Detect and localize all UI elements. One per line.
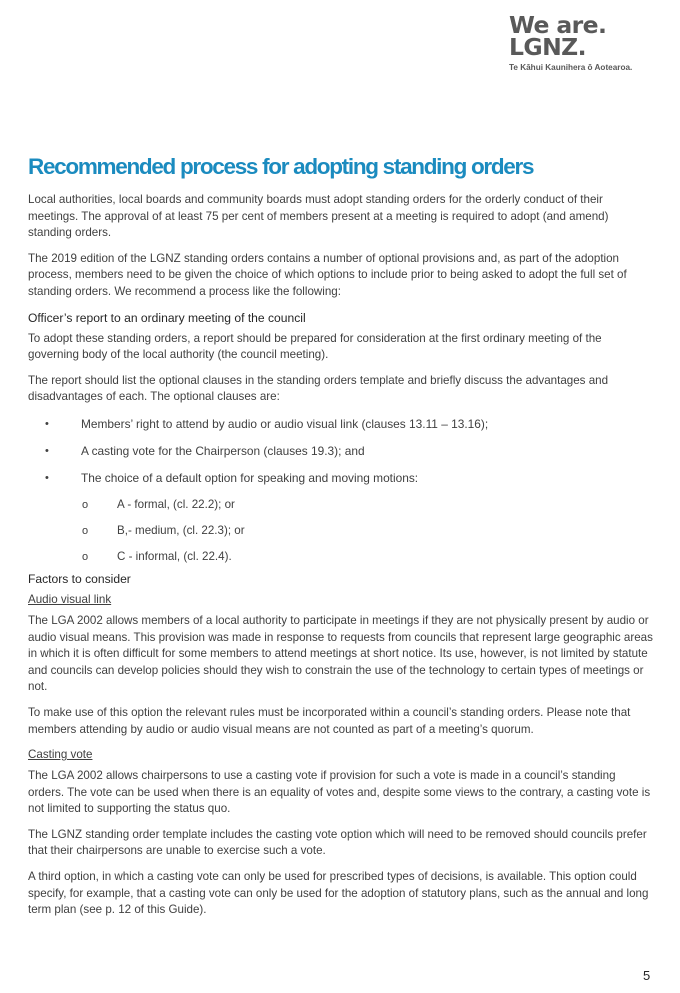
list-item-text: B,- medium, (cl. 22.3); or <box>117 523 245 537</box>
audio-visual-link-heading: Audio visual link <box>28 592 112 606</box>
bullet-marker: • <box>45 471 49 484</box>
list-item <box>28 497 654 513</box>
casting-paragraph-2: The LGNZ standing order template includes the casting vote option which will need to be removed should councils prefer that their chairpersons are unable to exercise such a vote. <box>28 827 647 858</box>
page-title: Recommended process for adopting standing orders <box>28 154 534 179</box>
sub-bullet-marker: o <box>82 524 89 537</box>
page-number: 5 <box>643 968 651 983</box>
optional-clauses-list <box>28 416 654 486</box>
officers-paragraph-1: To adopt these standing orders, a report should be prepared for consideration at the first ordinary meeting of the governing body of the local authority (the council meeting). <box>28 331 602 362</box>
sub-bullet-marker: o <box>82 498 89 511</box>
factors-heading: Factors to consider <box>28 571 131 586</box>
list-item <box>28 523 654 539</box>
lgnz-logo <box>509 11 669 72</box>
list-item <box>28 549 654 565</box>
casting-paragraph-3: A third option, in which a casting vote can only be used for prescribed types of decisions, is available. This option could specify, for example, that a casting vote can only be used for the adoption of statutory plans, such as the annual and long term plan (see p. 12 of this Guide). <box>28 870 649 917</box>
officers-paragraph-2: The report should list the optional clauses in the standing orders template and briefly discuss the advantages and disadvantages of each. The optional clauses are: <box>28 373 609 404</box>
sub-bullet-marker: o <box>82 550 89 563</box>
speaking-options-list <box>28 497 654 565</box>
bullet-marker: • <box>45 444 49 457</box>
intro-paragraph-2: The 2019 edition of the LGNZ standing orders contains a number of optional provisions and, as part of the adoption process, members need to be given the choice of which options to include prior to being asked to adopt the full set of standing orders. We recommend a process like the following: <box>28 251 627 298</box>
audio-paragraph-2: To make use of this option the relevant rules must be incorporated within a council’s standing orders. Please note that members attending by audio or audio visual means are not counted as part of a meeting’s quorum. <box>28 705 631 736</box>
logo-line-2: LGNZ. <box>509 33 586 61</box>
list-item-text: The choice of a default option for speaking and moving motions: <box>81 470 419 485</box>
casting-vote-heading: Casting vote <box>28 748 93 762</box>
list-item-text: Members’ right to attend by audio or audio visual link (clauses 13.11 – 13.16); <box>81 416 489 431</box>
document-body <box>28 150 654 928</box>
list-item <box>28 470 654 486</box>
list-item-text: A casting vote for the Chairperson (clauses 19.3); and <box>81 443 365 458</box>
list-item <box>28 416 654 432</box>
bullet-marker: • <box>45 417 49 430</box>
intro-paragraph-1: Local authorities, local boards and community boards must adopt standing orders for the orderly conduct of their meetings. The approval of at least 75 per cent of members present at a meeting is required to adopt (and amend) standing orders. <box>28 193 609 240</box>
list-item-text: A - formal, (cl. 22.2); or <box>117 497 235 511</box>
logo-line-1: We are. <box>509 11 607 39</box>
officers-report-heading: Officer’s report to an ordinary meeting of the council <box>28 310 306 325</box>
list-item <box>28 443 654 459</box>
list-item-text: C - informal, (cl. 22.4). <box>117 549 232 563</box>
casting-paragraph-1: The LGA 2002 allows chairpersons to use a casting vote if provision for such a vote is made in a council’s standing orders. The vote can be used when there is an equality of votes and, despite some views to the contrary, a casting vote is not limited to supporting the status quo. <box>28 769 651 816</box>
logo-tagline: Te Kāhui Kaunihera ō Aotearoa. <box>509 63 633 72</box>
audio-paragraph-1: The LGA 2002 allows members of a local authority to participate in meetings if they are not physically present by audio or audio visual means. This provision was made in response to requests from councils that represent large geographic areas in which it is often difficult for some members to attend meetings at short notice. Its use, however, is not limited by statute and councils can develop policies should they wish to constrain the use of the technology to certain types of meetings or not. <box>28 613 653 694</box>
